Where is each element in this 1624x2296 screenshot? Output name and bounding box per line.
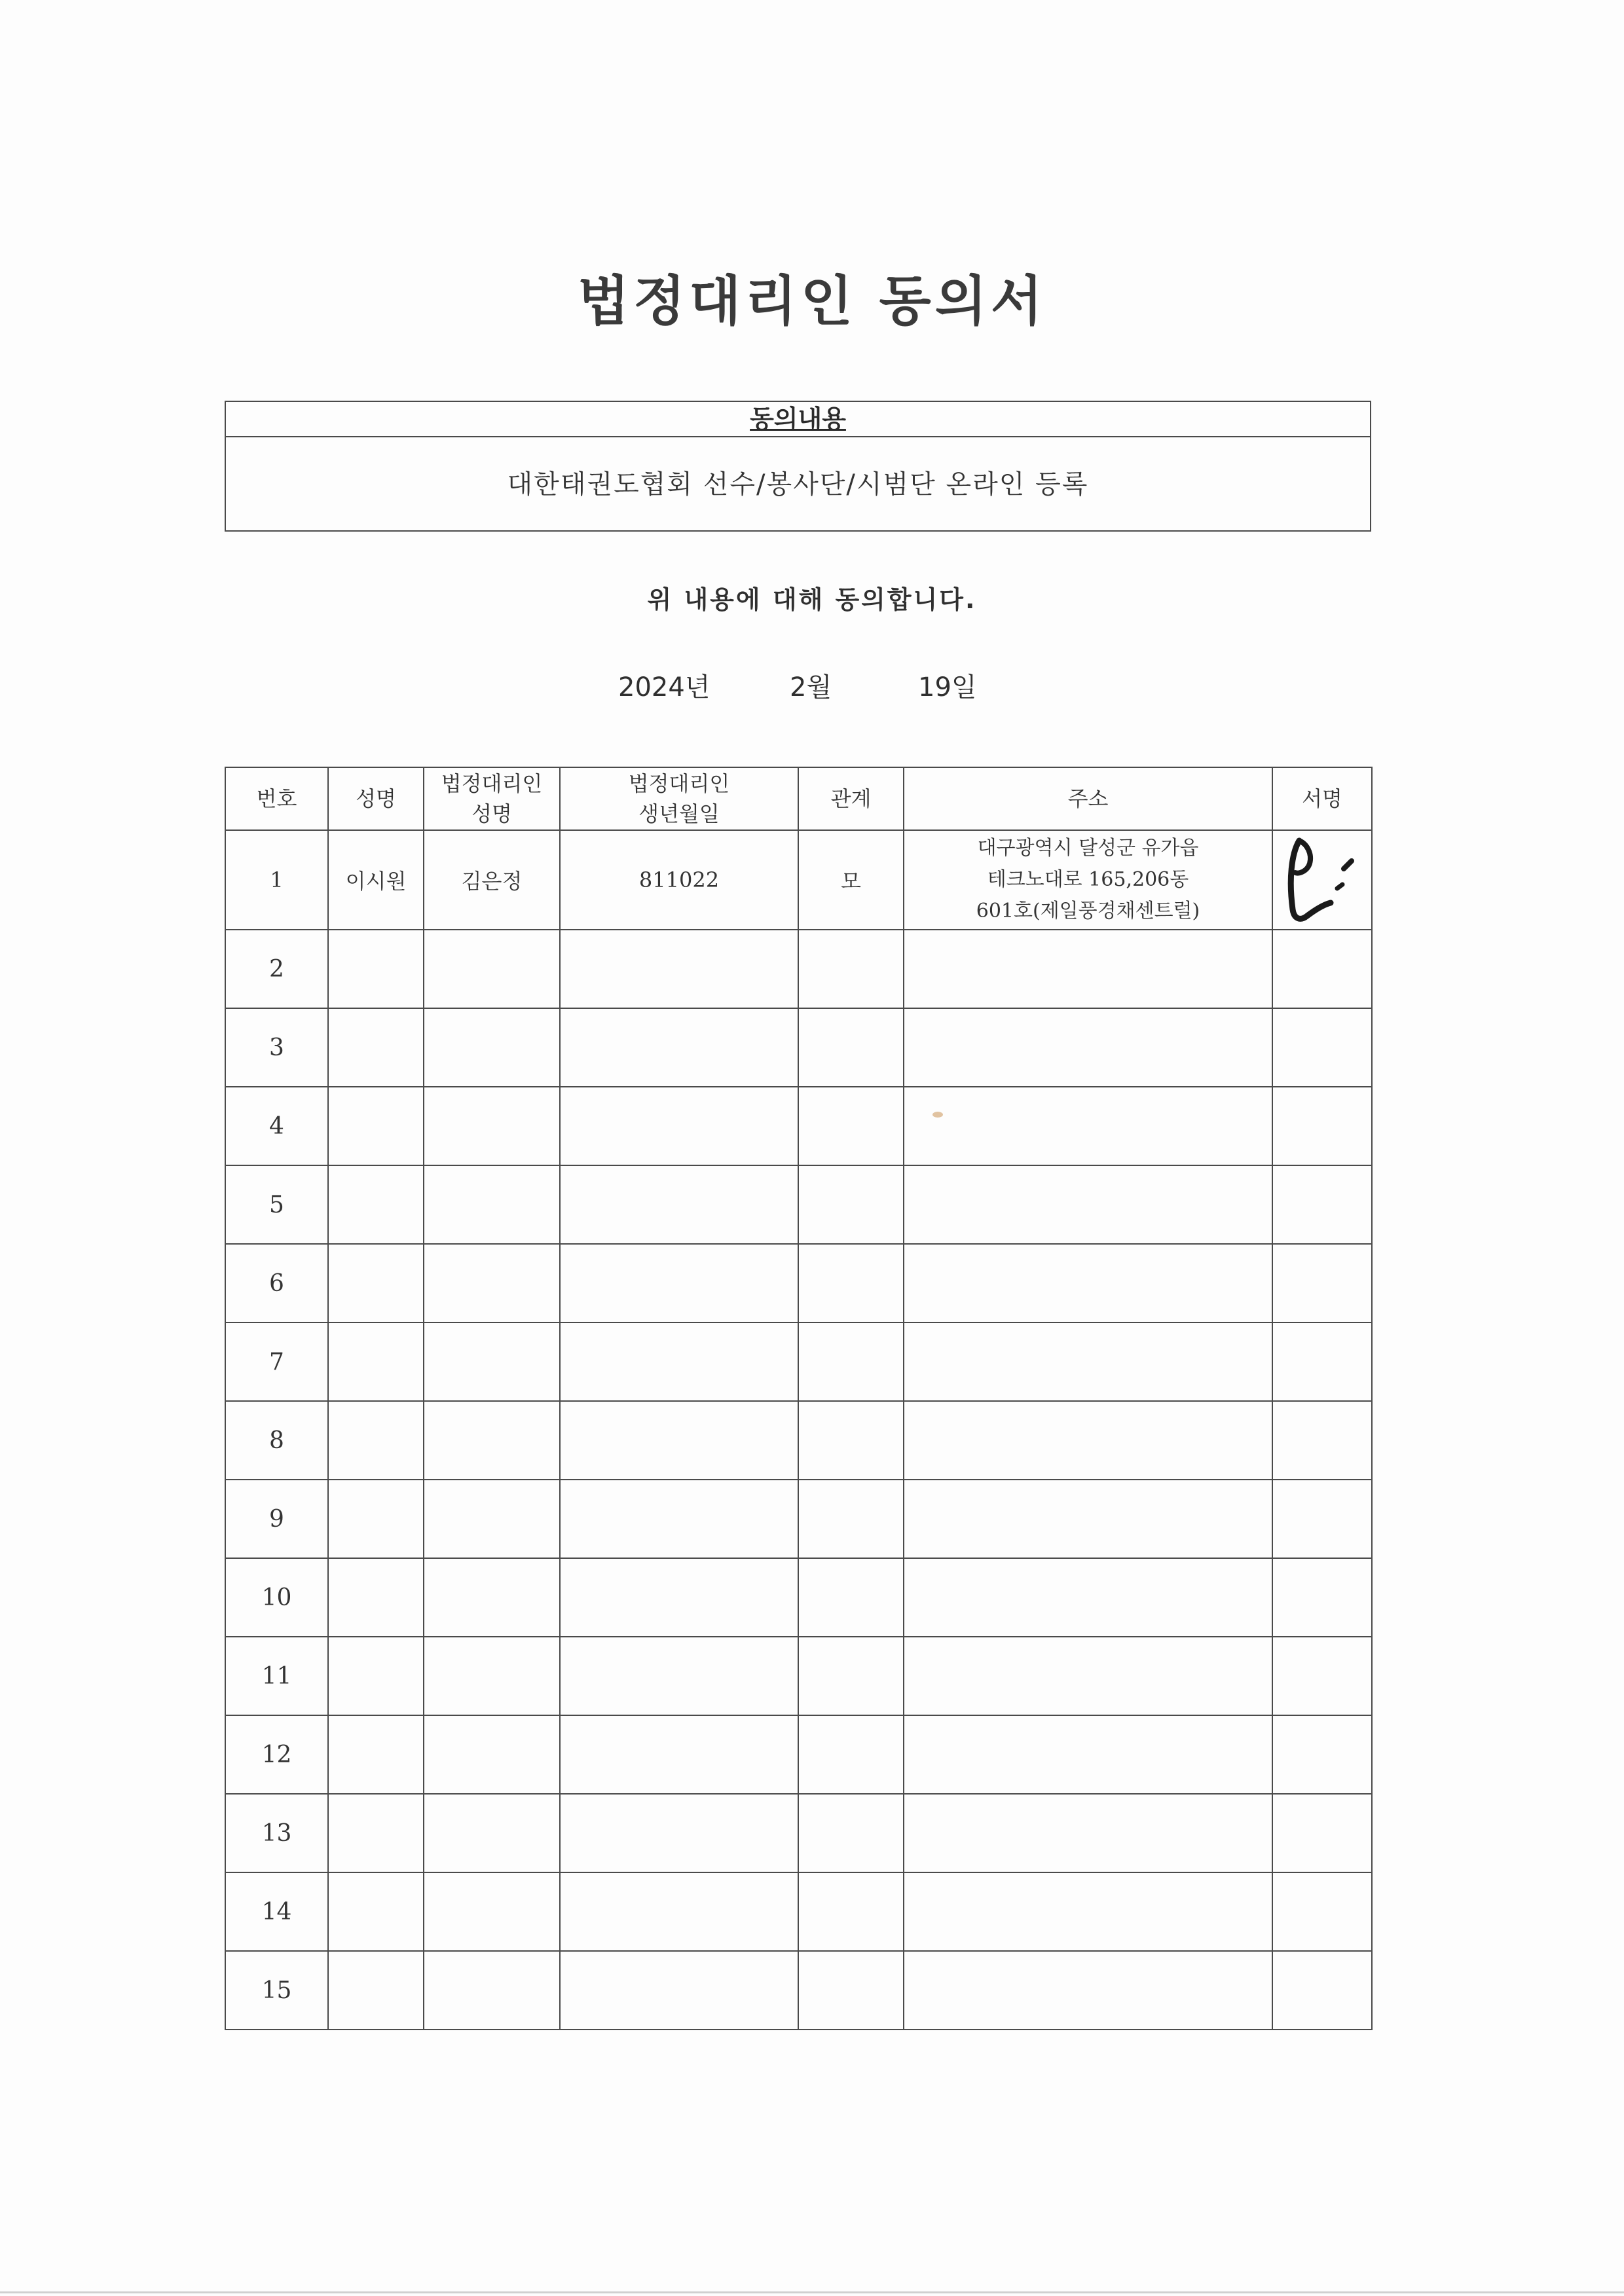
cell-no: 12 <box>225 1715 328 1794</box>
cell-address <box>904 1715 1272 1794</box>
scan-edge-line <box>0 2291 1624 2293</box>
cell-no: 6 <box>225 1244 328 1322</box>
cell-guardian-birth <box>560 1401 798 1480</box>
cell-relation <box>798 1794 904 1872</box>
header-guardian-name-line2: 성명 <box>471 801 512 826</box>
table-row <box>225 1008 1372 1087</box>
cell-name <box>328 930 424 1008</box>
cell-name <box>328 1087 424 1165</box>
cell-guardian-birth <box>560 1322 798 1401</box>
cell-guardian-birth <box>560 1715 798 1794</box>
cell-address <box>904 1951 1272 2030</box>
cell-guardian-birth <box>560 1480 798 1558</box>
cell-guardian-birth <box>560 1558 798 1637</box>
cell-signature <box>1272 1480 1372 1558</box>
cell-no: 1 <box>225 830 328 930</box>
header-signature: 서명 <box>1272 767 1372 830</box>
cell-guardian-birth <box>560 1244 798 1322</box>
cell-name <box>328 1244 424 1322</box>
cell-signature <box>1272 1401 1372 1480</box>
cell-guardian-name <box>424 1401 560 1480</box>
cell-guardian-birth <box>560 1794 798 1872</box>
cell-signature <box>1272 1637 1372 1715</box>
cell-signature <box>1272 1872 1372 1951</box>
cell-signature <box>1272 1794 1372 1872</box>
cell-no: 10 <box>225 1558 328 1637</box>
table-row <box>225 1558 1372 1637</box>
document-title: 법정대리인 동의서 <box>577 270 1047 333</box>
cell-address <box>904 1087 1272 1165</box>
table-row <box>225 1872 1372 1951</box>
header-no: 번호 <box>225 767 328 830</box>
header-address: 주소 <box>904 767 1272 830</box>
date-year: 2024년 <box>618 672 710 702</box>
cell-no: 8 <box>225 1401 328 1480</box>
table-row <box>225 1165 1372 1244</box>
cell-relation <box>798 1087 904 1165</box>
cell-guardian-birth <box>560 1008 798 1087</box>
cell-relation <box>798 1951 904 2030</box>
cell-no: 13 <box>225 1794 328 1872</box>
cell-guardian-name <box>424 1951 560 2030</box>
cell-no: 11 <box>225 1637 328 1715</box>
handwritten-signature <box>1280 831 1365 929</box>
table-row <box>225 1322 1372 1401</box>
agreement-statement: 위 내용에 대해 동의합니다. <box>647 585 977 614</box>
date-month: 2월 <box>790 672 832 702</box>
table-row <box>225 830 1372 930</box>
cell-name <box>328 1951 424 2030</box>
cell-name <box>328 1558 424 1637</box>
header-guardian-name-line1: 법정대리인 <box>441 771 543 796</box>
header-name: 성명 <box>328 767 424 830</box>
cell-address <box>904 1165 1272 1244</box>
table-row <box>225 1401 1372 1480</box>
cell-guardian-name <box>424 1165 560 1244</box>
address-line3: 601호(제일풍경채센트럴) <box>976 900 1200 922</box>
cell-signature <box>1272 1008 1372 1087</box>
cell-signature <box>1272 1558 1372 1637</box>
cell-relation: 모 <box>798 830 904 930</box>
cell-guardian-name <box>424 1558 560 1637</box>
cell-relation <box>798 1480 904 1558</box>
cell-guardian-name <box>424 1008 560 1087</box>
cell-no: 4 <box>225 1087 328 1165</box>
cell-name <box>328 1008 424 1087</box>
paper-stain-mark <box>932 1112 943 1118</box>
cell-name <box>328 1794 424 1872</box>
cell-relation <box>798 1401 904 1480</box>
cell-guardian-birth: 811022 <box>560 830 798 930</box>
header-guardian-birth-line2: 생년월일 <box>638 801 720 826</box>
cell-no: 2 <box>225 930 328 1008</box>
consent-header <box>226 402 1370 437</box>
cell-address <box>904 1322 1272 1401</box>
cell-relation <box>798 1558 904 1637</box>
cell-guardian-birth <box>560 1872 798 1951</box>
cell-no: 3 <box>225 1008 328 1087</box>
cell-address <box>904 1637 1272 1715</box>
consent-header-label: 동의내용 <box>750 405 846 433</box>
cell-guardian-name <box>424 930 560 1008</box>
cell-address <box>904 1008 1272 1087</box>
cell-no: 5 <box>225 1165 328 1244</box>
cell-guardian-name <box>424 1322 560 1401</box>
cell-name <box>328 1715 424 1794</box>
cell-name <box>328 1872 424 1951</box>
header-guardian-birth-line1: 법정대리인 <box>628 771 730 796</box>
cell-name <box>328 1165 424 1244</box>
guardian-roster-table <box>225 767 1373 2030</box>
address-line2: 테크노대로 165,206동 <box>987 868 1189 891</box>
cell-signature <box>1272 930 1372 1008</box>
cell-relation <box>798 1715 904 1794</box>
cell-signature <box>1272 1322 1372 1401</box>
cell-relation <box>798 1244 904 1322</box>
cell-guardian-name <box>424 1637 560 1715</box>
cell-signature <box>1272 1244 1372 1322</box>
table-row <box>225 1951 1372 2030</box>
cell-guardian-name <box>424 1794 560 1872</box>
cell-signature <box>1272 1951 1372 2030</box>
table-row <box>225 1087 1372 1165</box>
cell-guardian-name <box>424 1087 560 1165</box>
cell-name <box>328 1401 424 1480</box>
cell-name <box>328 1480 424 1558</box>
cell-address <box>904 1401 1272 1480</box>
table-row <box>225 1794 1372 1872</box>
cell-relation <box>798 1165 904 1244</box>
header-guardian-name <box>424 767 560 830</box>
header-relation: 관계 <box>798 767 904 830</box>
cell-no: 7 <box>225 1322 328 1401</box>
table-row <box>225 1480 1372 1558</box>
table-row <box>225 930 1372 1008</box>
consent-content-box <box>225 401 1371 532</box>
cell-relation <box>798 1008 904 1087</box>
cell-guardian-name <box>424 1244 560 1322</box>
cell-guardian-birth <box>560 1951 798 2030</box>
cell-relation <box>798 1637 904 1715</box>
cell-no: 15 <box>225 1951 328 2030</box>
cell-signature <box>1272 830 1372 930</box>
table-row <box>225 1244 1372 1322</box>
cell-address <box>904 1480 1272 1558</box>
cell-address <box>904 1794 1272 1872</box>
cell-guardian-name <box>424 1872 560 1951</box>
address-line1: 대구광역시 달성군 유가읍 <box>977 837 1199 860</box>
cell-name <box>328 1637 424 1715</box>
table-row <box>225 1715 1372 1794</box>
table-row <box>225 1637 1372 1715</box>
table-header-row <box>225 767 1372 830</box>
cell-relation <box>798 930 904 1008</box>
cell-signature <box>1272 1165 1372 1244</box>
cell-address <box>904 830 1272 930</box>
cell-guardian-birth <box>560 1087 798 1165</box>
date-day: 19일 <box>918 672 977 702</box>
cell-address <box>904 1872 1272 1951</box>
cell-guardian-name <box>424 1715 560 1794</box>
cell-no: 9 <box>225 1480 328 1558</box>
cell-address <box>904 930 1272 1008</box>
cell-no: 14 <box>225 1872 328 1951</box>
cell-guardian-birth <box>560 1165 798 1244</box>
cell-name <box>328 1322 424 1401</box>
consent-body-text: 대한태권도협회 선수/봉사단/시범단 온라인 등록 <box>507 469 1089 500</box>
cell-guardian-name <box>424 1480 560 1558</box>
cell-guardian-name: 김은정 <box>424 830 560 930</box>
header-guardian-birth <box>560 767 798 830</box>
cell-guardian-birth <box>560 930 798 1008</box>
cell-relation <box>798 1872 904 1951</box>
cell-signature <box>1272 1087 1372 1165</box>
cell-guardian-birth <box>560 1637 798 1715</box>
cell-address <box>904 1244 1272 1322</box>
cell-address <box>904 1558 1272 1637</box>
cell-name: 이시원 <box>328 830 424 930</box>
cell-relation <box>798 1322 904 1401</box>
cell-signature <box>1272 1715 1372 1794</box>
